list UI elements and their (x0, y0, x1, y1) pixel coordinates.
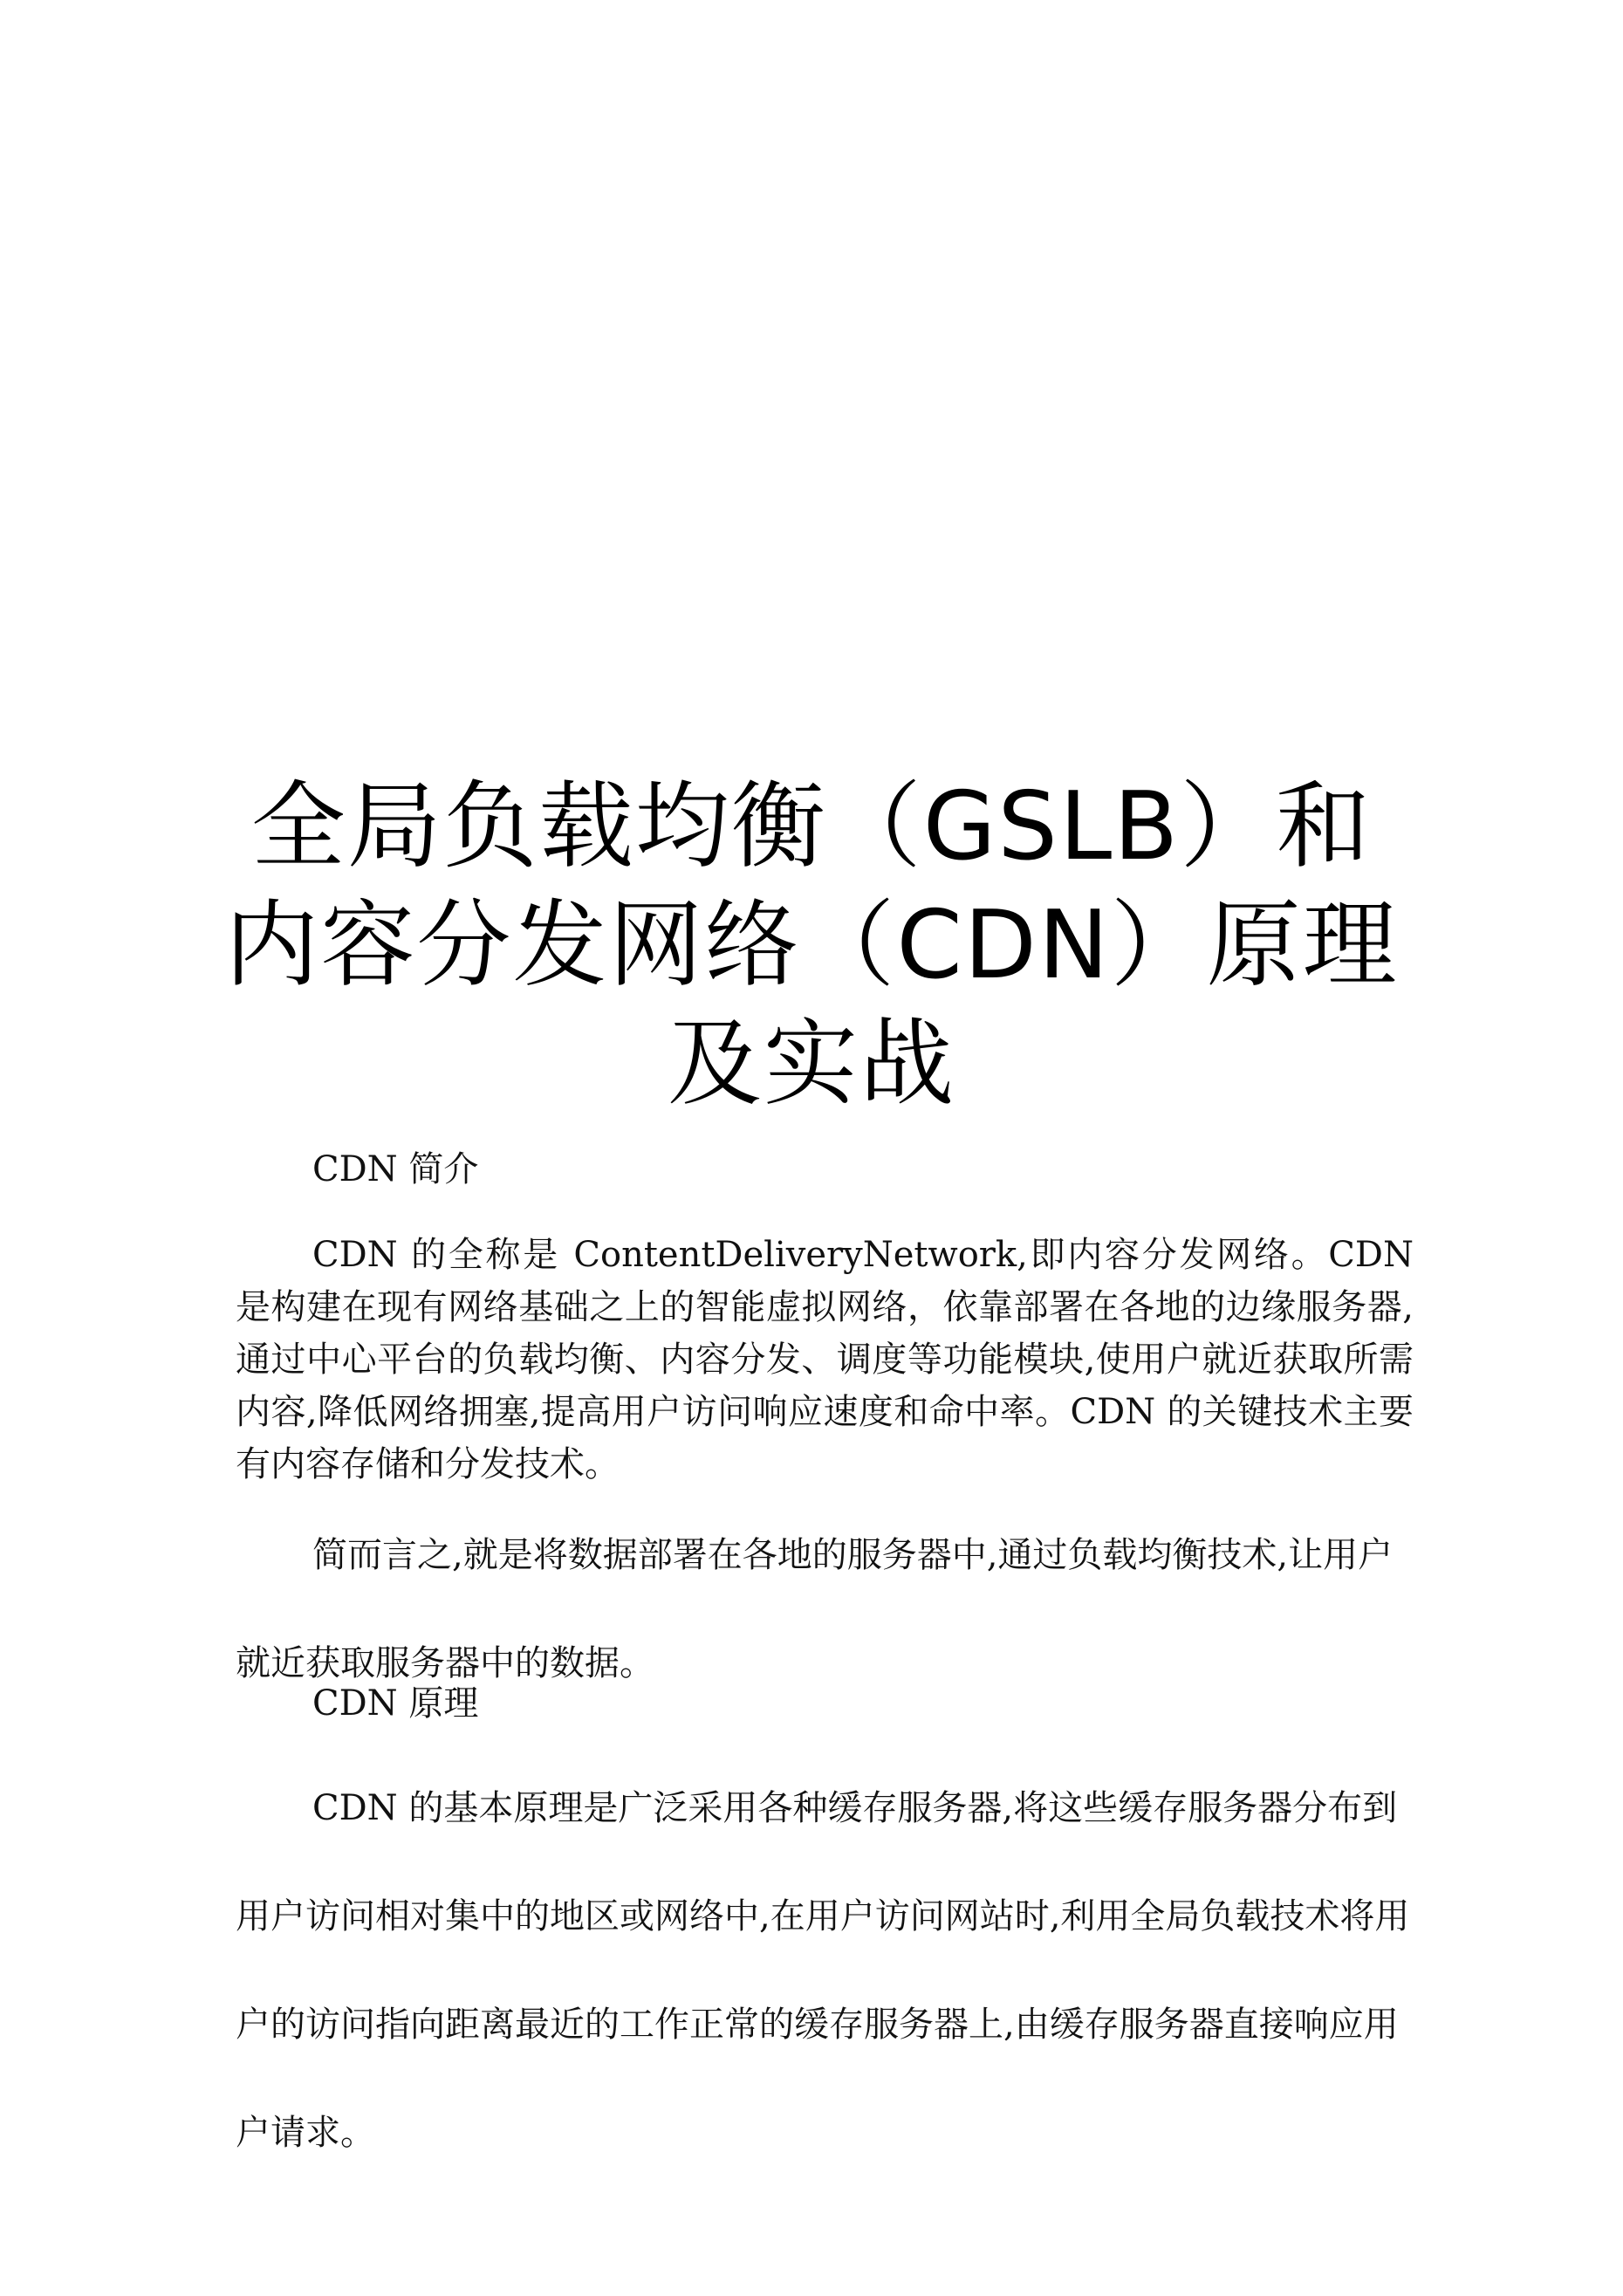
section-heading-cdn-intro: CDN 简介 (312, 1149, 479, 1189)
paragraph-cdn-intro: CDN 的全称是 ContentDeliveryNetwork,即内容分发网络。CDN 是构建在现有网络基础之上的智能虚拟网络，依靠部署在各地的边缘服务器,通过中心平台的负载均衡、内容分发、调度等功能模块,使用户就近获取所需内容,降低网络拥塞,提高用户访问响应速度和命中率。CDN 的关键技术主要有内容存储和分发技术。 (236, 1235, 1414, 1484)
title-line-2: 内容分发网络（CDN）原理 (224, 891, 1399, 1000)
paragraph-summary: 简而言之,就是将数据部署在各地的服务器中,通过负载均衡技术,让用户就近获取服务器中的数据。 (236, 1535, 1394, 1683)
title-line-1: 全局负载均衡（GSLB）和 (250, 772, 1373, 881)
title-line-3: 及实战 (667, 1010, 955, 1119)
paragraph-cdn-principle: CDN 的基本原理是广泛采用各种缓存服务器,将这些缓存服务器分布到用户访问相对集中的地区或网络中,在用户访问网站时,利用全局负载技术将用户的访问指向距离最近的工作正常的缓存服务器上,由缓存服务器直接响应用户请求。 (236, 1788, 1410, 2153)
section-heading-cdn-principle: CDN 原理 (312, 1683, 479, 1724)
document-title (0, 768, 1623, 1124)
